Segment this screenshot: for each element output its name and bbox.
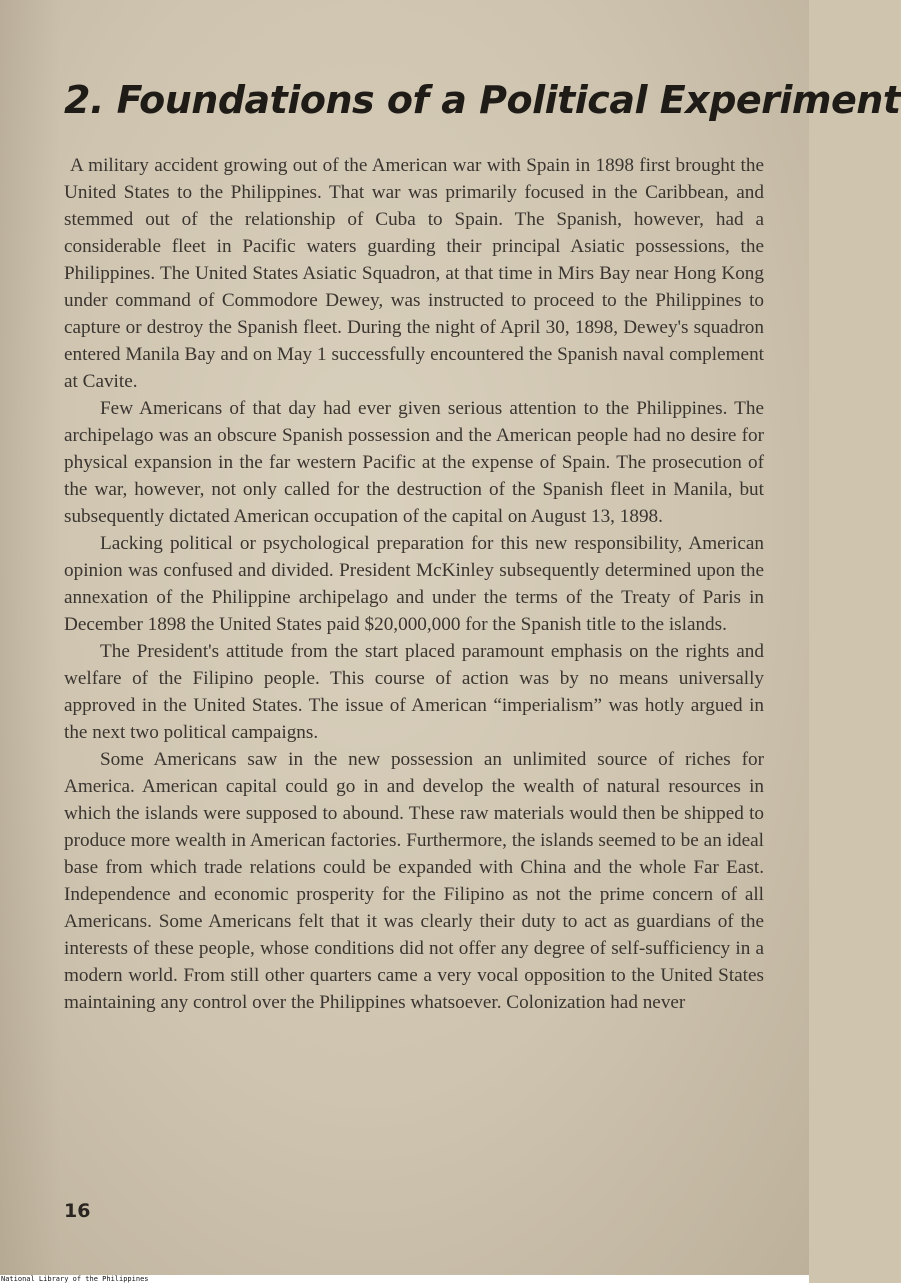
paragraph-1: A military accident growing out of the American war with Spain in 1898 first brought the United States to the Philippines. That war was primarily focused in the Caribbean, and stemmed out of the relationship of Cuba to Spain. The Spanish, however, had a considerable fleet in Pacific waters guarding their principal Asiatic possessions, the Philippines. The United States Asiatic Squadron, at that time in Mirs Bay near Hong Kong under command of Commodore Dewey, was instructed to proceed to the Philippines to capture or destroy the Spanish fleet. During the night of April 30, 1898, Dewey's squadron entered Manila Bay and on May 1 successfully encountered the Spanish naval complement at Cavite. <box>64 155 764 392</box>
paragraph-5: Some Americans saw in the new possession an unlimited source of riches for America. American capital could go in and develop the wealth of natural resources in which the islands were supposed to abound. These raw materials would then be shipped to produce more wealth in American factories. Furthermore, the islands seemed to be an ideal base from which trade relations could be expanded with China and the whole Far East. Independence and economic prosperity for the Filipino as not the prime concern of all Americans. Some Americans felt that it was clearly their duty to act as guardians of the interests of these people, whose conditions did not offer any degree of self-sufficiency in a modern world. From still other quarters came a very vocal opposition to the United States maintaining any control over the Philippines whatsoever. Colonization had never <box>64 749 764 1013</box>
paragraph-2: Few Americans of that day had ever given serious attention to the Philippines. The archipelago was an obscure Spanish possession and the American people had no desire for physical expansion in the far western Pacific at the expense of Spain. The prosecution of the war, however, not only called for the destruction of the Spanish fleet in Manila, but subsequently dictated American occupation of the capital on August 13, 1898. <box>64 398 764 527</box>
paragraph-4: The President's attitude from the start placed paramount emphasis on the rights and welfare of the Filipino people. This course of action was by no means universally approved in the United States. The issue of American “imperialism” was hotly argued in the next two political campaigns. <box>64 641 764 743</box>
page-number: 16 <box>64 1200 91 1222</box>
body-text <box>64 152 764 1016</box>
chapter-heading: 2. Foundations of a Political Experiment <box>64 78 901 122</box>
paragraph-3: Lacking political or psychological preparation for this new responsibility, American opinion was confused and divided. President McKinley subsequently determined upon the annexation of the Philippine archipelago and under the terms of the Treaty of Paris in December 1898 the United States paid $20,000,000 for the Spanish title to the islands. <box>64 533 764 635</box>
footer-credit: National Library of the Philippines <box>1 1275 149 1283</box>
